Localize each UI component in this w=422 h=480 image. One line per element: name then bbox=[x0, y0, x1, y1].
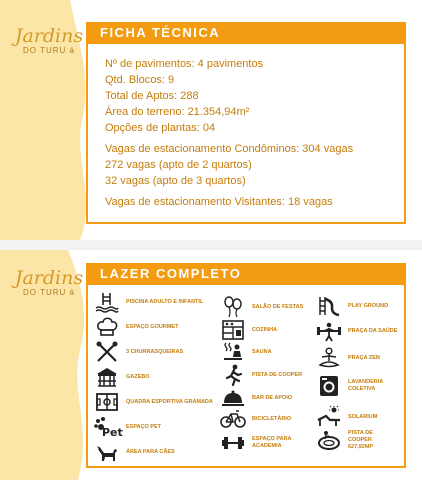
track-icon bbox=[316, 428, 342, 452]
lazer-label: BICICLETÁRIO bbox=[252, 415, 292, 422]
lazer-item bbox=[94, 340, 183, 364]
lazer-label: QUADRA ESPORTIVA GRAMADA bbox=[126, 398, 213, 405]
meditation-icon bbox=[316, 346, 342, 370]
lazer-label: GAZEBO bbox=[126, 373, 150, 380]
lazer-item bbox=[316, 294, 388, 318]
lazer-label: COZINHA bbox=[252, 326, 278, 333]
spec-line: Vagas de estacionamento Visitantes: 18 vagas bbox=[105, 196, 333, 208]
chef-hat-icon bbox=[94, 315, 120, 339]
spec-line: Total de Aptos: 288 bbox=[105, 90, 199, 102]
lazer-item bbox=[94, 415, 161, 439]
lazer-item bbox=[220, 295, 303, 319]
lazer-item bbox=[316, 319, 397, 343]
lazer-label: BAR DE APOIO bbox=[252, 394, 293, 401]
lazer-label: PLAY GROUND bbox=[348, 302, 389, 309]
spec-line: Qtd. Blocos: 9 bbox=[105, 74, 175, 86]
lazer-item bbox=[316, 405, 377, 429]
lazer-item bbox=[220, 340, 272, 364]
lazer-label: PISCINA ADULTO E INFANTIL bbox=[126, 298, 204, 305]
sun-lounger-icon bbox=[316, 405, 342, 429]
spec-line: Área do terreno: 21.354,94m² bbox=[105, 106, 250, 118]
fitness-icon bbox=[316, 319, 342, 343]
lazer-label: ÁREA PARA CÃES bbox=[126, 448, 175, 455]
ficha-title: FICHA TÉCNICA bbox=[86, 22, 406, 44]
lazer-label: ESPAÇO GOURMET bbox=[126, 323, 179, 330]
jardins-logo bbox=[14, 26, 84, 55]
lazer-label: LAVANDERIA COLETIVA bbox=[348, 379, 384, 392]
lazer-item bbox=[220, 318, 277, 342]
lazer-title: LAZER COMPLETO bbox=[86, 263, 406, 285]
logo-subtitle: DO TURU á bbox=[23, 46, 75, 55]
lazer-label: PRAÇA DA SAÚDE bbox=[348, 327, 398, 334]
washing-machine-icon bbox=[316, 374, 342, 398]
panel-divider bbox=[0, 240, 422, 250]
lazer-item bbox=[94, 315, 178, 339]
spec-line: Vagas de estacionamento Condôminos: 304 vagas bbox=[105, 143, 354, 155]
spec-line: Nº de pavimentos: 4 pavimentos bbox=[105, 58, 264, 70]
lazer-label: PRAÇA ZEN bbox=[348, 354, 380, 361]
dog-icon bbox=[94, 440, 120, 464]
lazer-label: ESPAÇO PARA ACADEMIA bbox=[252, 436, 292, 449]
sauna-icon bbox=[220, 340, 246, 364]
logo-name: Jardins bbox=[14, 267, 84, 289]
lazer-item bbox=[220, 363, 302, 387]
runner-icon bbox=[220, 363, 246, 387]
lazer-item bbox=[94, 365, 150, 389]
lazer-item bbox=[94, 290, 203, 314]
lazer-label: ESPAÇO PET bbox=[126, 423, 162, 430]
pool-icon bbox=[94, 290, 120, 314]
slide-icon bbox=[316, 294, 342, 318]
lazer-item bbox=[316, 428, 398, 452]
pet-icon bbox=[94, 415, 123, 439]
lazer-item bbox=[220, 407, 291, 431]
lazer-label: SOLARIUM bbox=[348, 413, 378, 420]
grill-utensils-icon bbox=[94, 340, 120, 364]
bicycle-icon bbox=[220, 407, 246, 431]
svg-text:Pet: Pet bbox=[102, 426, 123, 439]
logo-subtitle: DO TURU á bbox=[23, 288, 75, 297]
party-balloons-icon bbox=[220, 295, 246, 319]
lazer-item bbox=[94, 390, 213, 414]
lazer-label: SAUNA bbox=[252, 348, 272, 355]
lazer-item bbox=[94, 440, 175, 464]
lazer-label: 3 CHURRASQUEIRAS bbox=[126, 348, 184, 355]
lazer-item bbox=[220, 431, 302, 455]
lazer-item bbox=[316, 374, 388, 398]
kitchen-icon bbox=[220, 318, 246, 342]
sports-court-icon bbox=[94, 390, 120, 414]
logo-name: Jardins bbox=[14, 25, 84, 47]
spec-line: Opções de plantas: 04 bbox=[105, 122, 216, 134]
jardins-logo bbox=[14, 268, 84, 297]
lazer-item bbox=[316, 346, 380, 370]
spec-line: 272 vagas (apto de 2 quartos) bbox=[105, 159, 252, 171]
lazer-label: SALÃO DE FESTAS bbox=[252, 303, 304, 310]
dumbbell-icon bbox=[220, 431, 246, 455]
gazebo-icon bbox=[94, 365, 120, 389]
lazer-label: PISTA DE COOPER 627,92MP bbox=[348, 429, 374, 450]
lazer-label: PISTA DE COOPER bbox=[252, 371, 303, 378]
lazer-panel bbox=[0, 250, 422, 480]
spec-line: 32 vagas (apto de 3 quartos) bbox=[105, 175, 246, 187]
